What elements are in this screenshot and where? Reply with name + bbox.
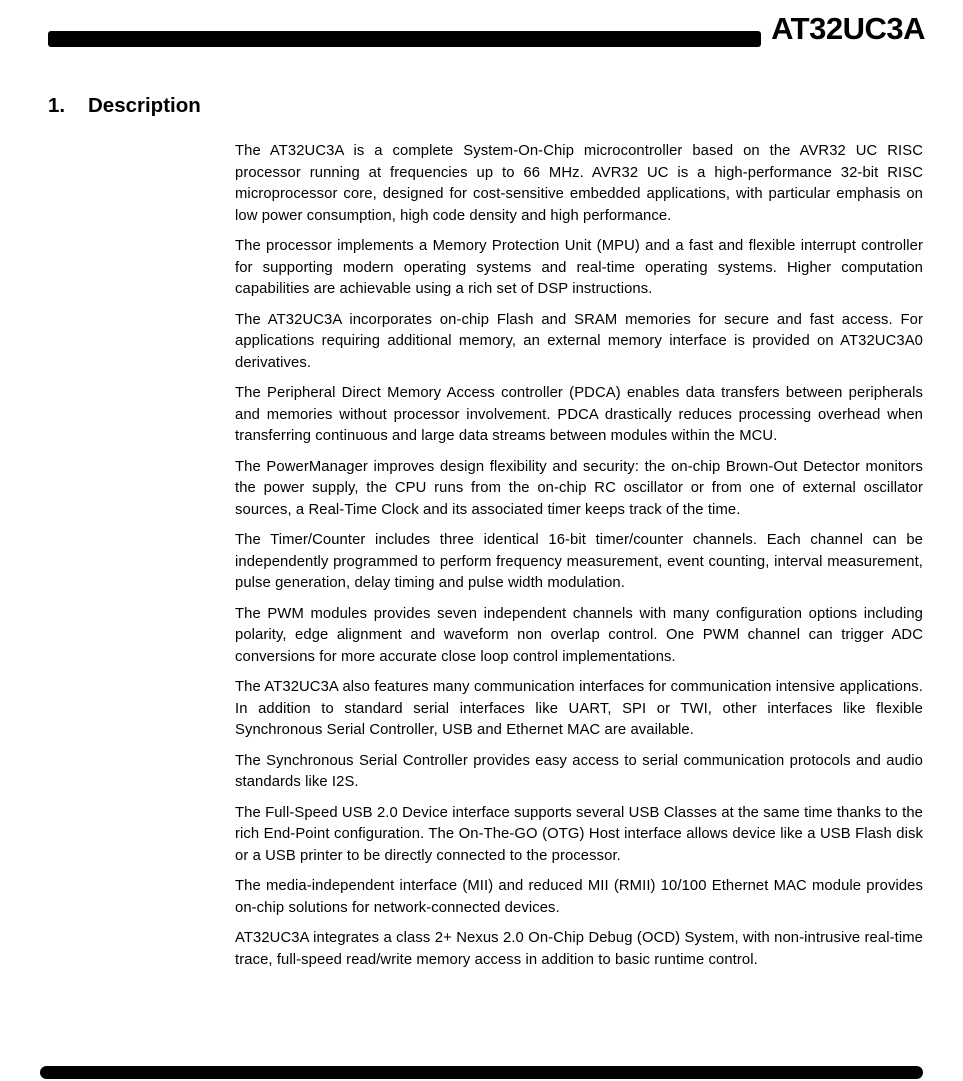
footer-rule bbox=[40, 1066, 923, 1079]
product-title: AT32UC3A bbox=[771, 11, 925, 46]
body-text bbox=[235, 141, 923, 980]
paragraph-3: The AT32UC3A incorporates on-chip Flash and SRAM memories for secure and fast access. For applications requiring additional memory, an external memory interface is provided on AT32UC3A0 derivatives. bbox=[235, 311, 923, 371]
paragraph-10: The Full-Speed USB 2.0 Device interface supports several USB Classes at the same time thanks to the rich End-Point configuration. The On-The-GO (OTG) Host interface allows device like a USB Flash disk or a USB printer to be directly connected to the processor. bbox=[235, 804, 923, 864]
paragraph-1: The AT32UC3A is a complete System-On-Chip microcontroller based on the AVR32 UC RISC processor running at frequencies up to 66 MHz. AVR32 UC is a high-performance 32-bit RISC microprocessor core, designed for cost-sensitive embedded applications, with particular emphasis on low power consumption, high code density and high performance. bbox=[235, 143, 923, 224]
paragraph-8: The AT32UC3A also features many communication interfaces for communication intensive applications. In addition to standard serial interfaces like UART, SPI or TWI, other interfaces like flexible Synchronous Serial Controller, USB and Ethernet MAC are available. bbox=[235, 679, 923, 738]
paragraph-12: AT32UC3A integrates a class 2+ Nexus 2.0 On-Chip Debug (OCD) System, with non-intrusive real-time trace, full-speed read/write memory access in addition to basic runtime control. bbox=[235, 930, 923, 968]
section-title: Description bbox=[88, 94, 201, 117]
header-rule bbox=[48, 31, 761, 47]
paragraph-11: The media-independent interface (MII) and reduced MII (RMII) 10/100 Ethernet MAC module provides on-chip solutions for network-connected devices. bbox=[235, 878, 923, 916]
section-number: 1. bbox=[48, 94, 66, 117]
section-heading bbox=[48, 94, 201, 118]
paragraph-7: The PWM modules provides seven independent channels with many configuration options including polarity, edge alignment and waveform non overlap control. One PWM channel can trigger ADC conversions for more accurate close loop control implementations. bbox=[235, 605, 923, 665]
paragraph-9: The Synchronous Serial Controller provides easy access to serial communication protocols and audio standards like I2S. bbox=[235, 752, 923, 790]
paragraph-4: The Peripheral Direct Memory Access controller (PDCA) enables data transfers between peripherals and memories without processor involvement. PDCA drastically reduces processing overhead when transferring continuous and large data streams between modules within the MCU. bbox=[235, 385, 923, 444]
paragraph-6: The Timer/Counter includes three identical 16-bit timer/counter channels. Each channel can be independently programmed to perform frequency measurement, event counting, interval measurement, pulse generation, delay timing and pulse width modulation. bbox=[235, 532, 923, 591]
paragraph-2: The processor implements a Memory Protection Unit (MPU) and a fast and flexible interrupt controller for supporting modern operating systems and real-time operating systems. Higher computation capabilities are achievable using a rich set of DSP instructions. bbox=[235, 238, 923, 297]
paragraph-5: The PowerManager improves design flexibility and security: the on-chip Brown-Out Detector monitors the power supply, the CPU runs from the on-chip RC oscillator or from one of external oscillator sources, a Real-Time Clock and its associated timer keeps track of the time. bbox=[235, 458, 923, 518]
